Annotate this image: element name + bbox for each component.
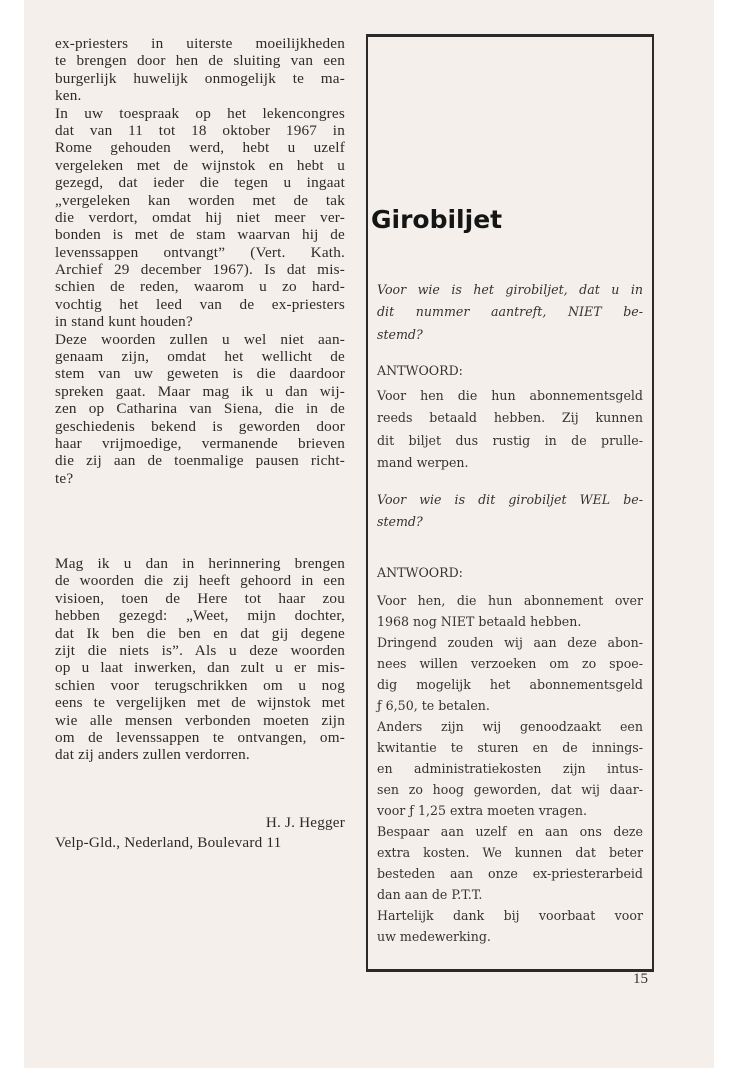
text-line: haar vrijmoedige, vermanende brieven (55, 434, 345, 452)
text-line: uw medewerking. (377, 929, 491, 944)
text-line: vergeleken met de wijnstok en hebt u (55, 156, 345, 174)
text-line: ex-priesters in uiterste moeilijkheden (55, 35, 345, 52)
text-line: 1968 nog NIET betaald hebben. (377, 614, 582, 629)
text-line: stemd? (377, 514, 423, 530)
text-line: stem van uw geweten is die daardoor (55, 365, 345, 383)
answer-2 (377, 590, 643, 947)
text-line: schien voor terugschrikken om u nog (55, 676, 345, 694)
text-line: burgerlijk huwelijk onmogelijk te ma- (55, 69, 345, 87)
answer-label: ANTWOORD: (377, 565, 463, 580)
text-line: vochtig het leed van de ex-priesters (55, 295, 345, 313)
text-line: Mag ik u dan in herinnering brengen (55, 555, 345, 572)
text-line: mand werpen. (377, 455, 469, 471)
text-line: voor ƒ 1,25 extra moeten vragen. (377, 803, 588, 818)
letter-body-bottom (55, 555, 345, 764)
text-line: Voor hen, die hun abonnement over (377, 593, 643, 608)
question-1 (377, 279, 643, 346)
text-line: geschiedenis bekend is geworden door (55, 417, 345, 435)
text-line: Deze woorden zullen u wel niet aan- (55, 330, 345, 348)
text-line: schien de reden, waarom u zo hard- (55, 278, 345, 296)
text-line: besteden aan onze ex-priesterarbeid (377, 866, 643, 881)
signature-address: Velp-Gld., Nederland, Boulevard 11 (55, 834, 282, 851)
text-line: extra kosten. We kunnen dat beter (377, 845, 643, 860)
text-line: te brengen door hen de sluiting van een (55, 52, 345, 70)
text-line: eens te vergelijken met de wijnstok met (55, 694, 345, 712)
signature-name: H. J. Hegger (265, 814, 345, 831)
text-line: dat zij anders zullen verdorren. (55, 746, 250, 764)
text-line: levenssappen ontvangt” (Vert. Kath. (55, 243, 345, 261)
text-line: Rome gehouden werd, hebt u uzelf (55, 139, 345, 157)
text-line: zijt die niets is”. Als u deze woorden (55, 641, 345, 659)
letter-body-top (55, 35, 345, 487)
text-line: reeds betaald hebben. Zij kunnen (377, 410, 643, 426)
text-line: bonden is met de stam waarvan hij de (55, 226, 345, 244)
text-line: Archief 29 december 1967). Is dat mis- (55, 261, 345, 279)
text-line: Voor wie is het girobiljet, dat u in (377, 282, 643, 297)
text-line: die verdort, omdat hij niet meer ver- (55, 208, 345, 226)
text-line: dan aan de P.T.T. (377, 887, 483, 902)
text-line: wie alle mensen verbonden moeten zijn (55, 711, 345, 729)
text-line: die zij aan de toenmalige pausen richt- (55, 452, 345, 470)
text-line: In uw toespraak op het lekencongres (55, 104, 345, 122)
answer-2-label (377, 562, 643, 584)
text-line: in stand kunt houden? (55, 313, 193, 331)
page-number: 15 (633, 971, 648, 987)
answer-1-label (377, 360, 643, 382)
text-line: Anders zijn wij genoodzaakt een (377, 719, 643, 734)
text-line: op u laat inwerken, dan zult u er mis- (55, 659, 345, 677)
text-line: visioen, toen de Here tot haar zou (55, 589, 345, 607)
answer-1 (377, 385, 643, 475)
text-line: te? (55, 469, 74, 487)
text-line: Voor hen die hun abonnementsgeld (377, 388, 643, 403)
text-line: „vergeleken kan worden met de tak (55, 191, 345, 209)
question-2 (377, 489, 643, 534)
text-line: dig mogelijk het abonnementsgeld (377, 677, 643, 692)
text-line: gezegd, dat ieder die tegen u ingaat (55, 174, 345, 192)
text-line: spreken gaat. Maar mag ik u dan wij- (55, 382, 345, 400)
text-line: stemd? (377, 326, 423, 342)
text-line: hebben gezegd: „Weet, mijn dochter, (55, 607, 345, 625)
text-line: de woorden die zij heeft gehoord in een (55, 572, 345, 590)
text-line: zen op Catharina van Siena, die in de (55, 400, 345, 418)
box-title: Girobiljet (371, 205, 503, 234)
text-line: om de levenssappen te ontvangen, om- (55, 728, 345, 746)
text-line: dit nummer aantreft, NIET be- (377, 304, 643, 320)
text-line: Hartelijk dank bij voorbaat voor (377, 908, 643, 923)
text-line: ken. (55, 87, 82, 105)
text-line: Bespaar aan uzelf en aan ons deze (377, 824, 643, 839)
text-line: dit biljet dus rustig in de prulle- (377, 432, 643, 448)
text-line: ƒ 6,50, te betalen. (377, 698, 490, 713)
text-line: genaam zijn, omdat het wellicht de (55, 348, 345, 366)
text-line: Voor wie is dit girobiljet WEL be- (377, 492, 643, 507)
text-line: sen zo hoog geworden, dat wij daar- (377, 782, 643, 797)
text-line: dat Ik ben die ben en dat gij degene (55, 624, 345, 642)
text-line: Dringend zouden wij aan deze abon- (377, 635, 643, 650)
text-line: kwitantie te sturen en de innings- (377, 740, 643, 755)
answer-label: ANTWOORD: (377, 363, 463, 378)
text-line: nees willen verzoeken om zo spoe- (377, 656, 643, 671)
text-line: en administratiekosten zijn intus- (377, 761, 643, 776)
text-line: dat van 11 tot 18 oktober 1967 in (55, 121, 345, 139)
